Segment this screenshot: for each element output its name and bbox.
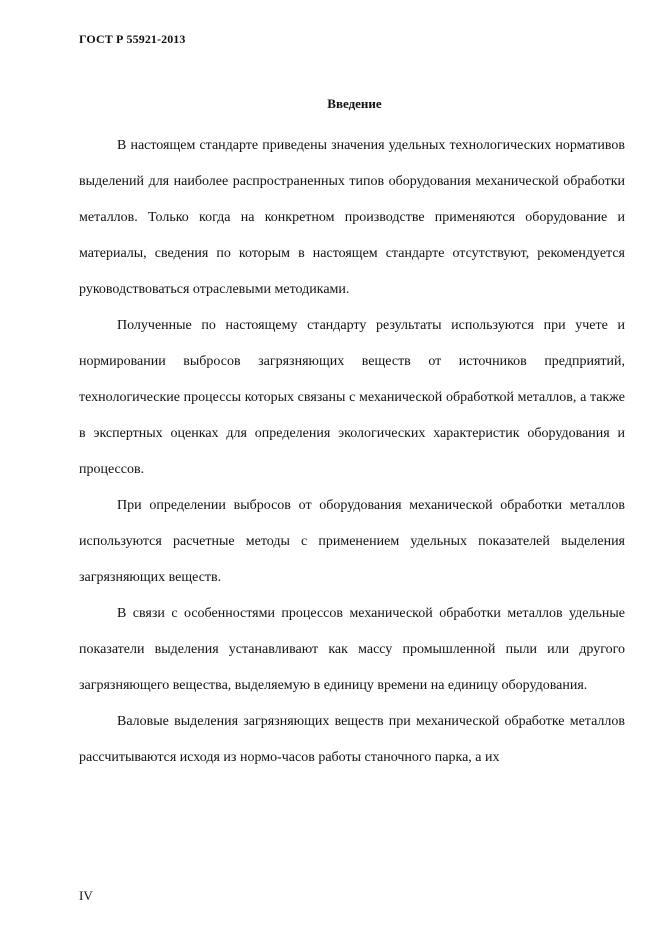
body-text (79, 128, 625, 776)
paragraph-2: Полученные по настоящему стандарту результаты используются при учете и нормировании выбросов загрязняющих веществ от источников предприятий, технологические процессы которых связаны с механической обработкой металлов, а также в экспертных оценках для определения экологических характеристик оборудования и процессов. (79, 318, 625, 477)
document-header: ГОСТ Р 55921-2013 (79, 32, 186, 46)
page-number: IV (79, 888, 93, 903)
paragraph-5: Валовые выделения загрязняющих веществ при механической обработке металлов рассчитываются исходя из нормо-часов работы станочного парка, а их (79, 714, 625, 765)
paragraph-4: В связи с особенностями процессов механической обработки металлов удельные показатели выделения устанавливают как массу промышленной пыли или другого загрязняющего вещества, выделяемую в единицу времени на единицу оборудования. (79, 606, 625, 693)
paragraph-3: При определении выбросов от оборудования механической обработки металлов используются расчетные методы с применением удельных показателей выделения загрязняющих веществ. (79, 498, 625, 585)
section-title: Введение (327, 96, 382, 111)
paragraph-1: В настоящем стандарте приведены значения удельных технологических нормативов выделений для наиболее распространенных типов оборудования механической обработки металлов. Только когда на конкретном производстве применяются оборудование и материалы, сведения по которым в настоящем стандарте отсутствуют, рекомендуется руководствоваться отраслевыми методиками. (79, 138, 625, 297)
